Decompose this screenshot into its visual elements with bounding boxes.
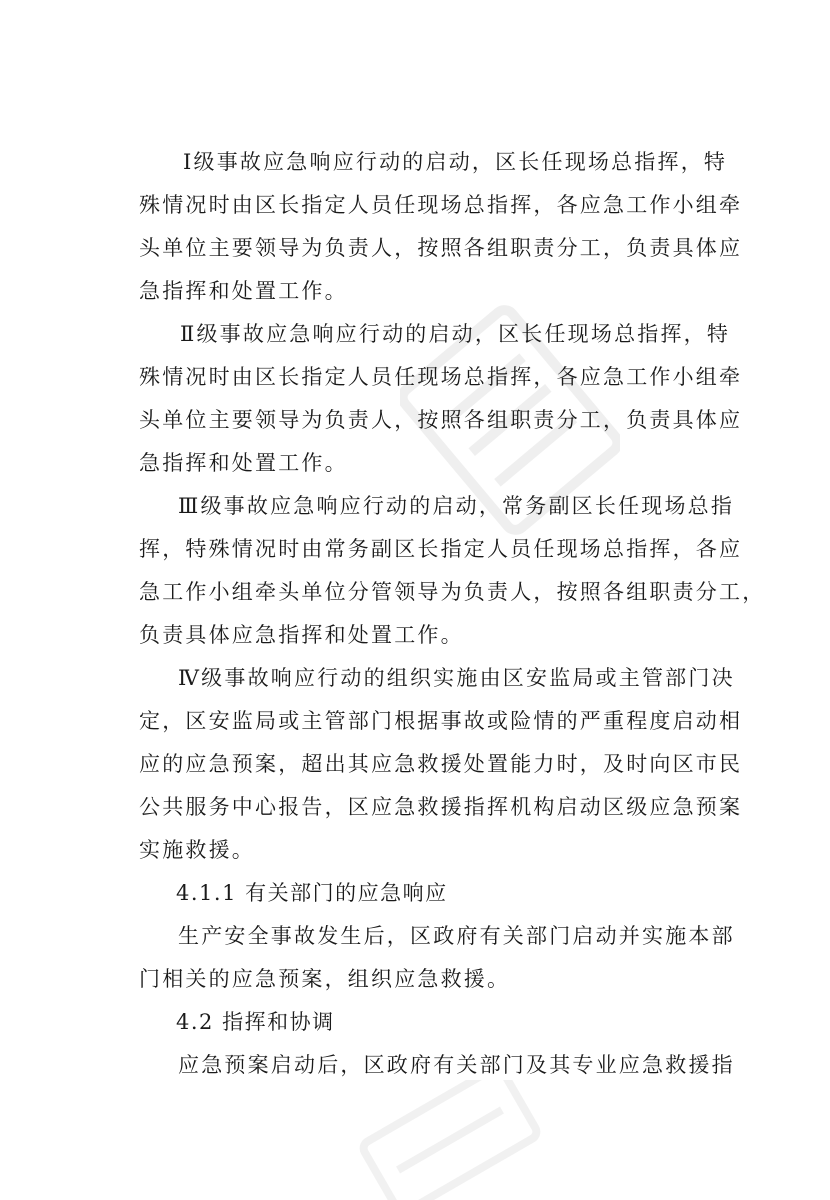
- paragraph-3-line-4: 负责具体应急指挥和处置工作。: [139, 623, 464, 647]
- paragraph-3-line-1: Ⅲ级事故应急响应行动的启动，常务副区长任现场总指: [178, 494, 735, 518]
- paragraph-4-line-3: 应的应急预案，超出其应急救援处置能力时，及时向区市民: [139, 752, 743, 776]
- paragraph-4-line-1: Ⅳ级事故响应行动的组织实施由区安监局或主管部门决: [178, 666, 735, 690]
- paragraph-3-line-3: 急工作小组牵头单位分管领导为负责人，按照各组职责分工，: [139, 580, 766, 604]
- paragraph-5-line-1: 生产安全事故发生后，区政府有关部门启动并实施本部: [178, 924, 735, 948]
- paragraph-2-line-2: 殊情况时由区长指定人员任现场总指挥，各应急工作小组牵: [139, 365, 743, 389]
- watermark-bottom-icon: [330, 1080, 570, 1200]
- paragraph-4-line-4: 公共服务中心报告，区应急救援指挥机构启动区级应急预案: [139, 795, 743, 819]
- paragraph-5-line-2: 门相关的应急预案，组织应急救援。: [139, 967, 511, 991]
- paragraph-1-line-3: 头单位主要领导为负责人，按照各组职责分工，负责具体应: [139, 236, 743, 260]
- paragraph-3-line-2: 挥，特殊情况时由常务副区长指定人员任现场总指挥，各应: [139, 537, 743, 561]
- section-heading-4-2: 4.2 指挥和协调: [176, 1010, 335, 1034]
- paragraph-6-line-1: 应急预案启动后，区政府有关部门及其专业应急救援指: [178, 1053, 735, 1077]
- section-heading-4-1-1: 4.1.1 有关部门的应急响应: [176, 881, 448, 905]
- paragraph-4-line-2: 定，区安监局或主管部门根据事故或险情的严重程度启动相: [139, 709, 743, 733]
- paragraph-4-line-5: 实施救援。: [139, 838, 255, 862]
- paragraph-2-line-3: 头单位主要领导为负责人，按照各组职责分工，负责具体应: [139, 408, 743, 432]
- paragraph-1-line-2: 殊情况时由区长指定人员任现场总指挥，各应急工作小组牵: [139, 193, 743, 217]
- paragraph-2-line-1: Ⅱ级事故应急响应行动的启动，区长任现场总指挥，特: [180, 322, 731, 346]
- paragraph-1-line-4: 急指挥和处置工作。: [139, 279, 348, 303]
- paragraph-2-line-4: 急指挥和处置工作。: [139, 451, 348, 475]
- paragraph-1-line-1: Ⅰ级事故应急响应行动的启动，区长任现场总指挥，特: [183, 150, 728, 174]
